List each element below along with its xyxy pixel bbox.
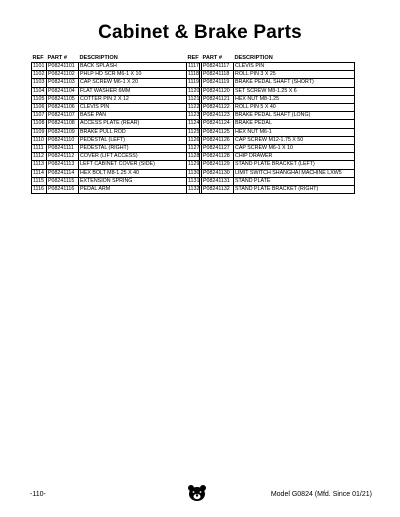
description-cell: BRAKE PEDAL SHAFT (SHORT) [234,79,355,87]
ref-cell: 1124 [187,120,202,128]
table-row [32,128,200,136]
ref-cell: 1102 [32,71,47,79]
ref-cell: 1103 [32,79,47,87]
ref-cell: 1128 [187,153,202,161]
part-number-cell: P08241124 [202,120,234,128]
header-description: DESCRIPTION [79,55,118,61]
ref-cell: 1117 [187,63,202,71]
ref-cell: 1109 [32,128,47,136]
table-row [32,79,200,87]
description-cell: PHLP HD SCR M6-1 X 10 [79,71,200,79]
header-ref: REF [187,55,199,61]
part-number-cell: P08241108 [47,120,79,128]
ref-cell: 1107 [32,112,47,120]
table-row [32,153,200,161]
table-row [187,104,355,112]
table-header-row [32,52,200,63]
ref-cell: 1104 [32,87,47,95]
description-cell: STAND PLATE [234,177,355,185]
ref-cell: 1113 [32,161,47,169]
description-cell: EXTENSION SPRING [79,177,200,185]
table-row [187,95,355,103]
description-cell: LIMIT SWITCH SHANGHAI MACHINE LXW5 [234,169,355,177]
description-cell: STAND PLATE BRACKET (LEFT) [234,161,355,169]
part-number-cell: P08241115 [47,177,79,185]
table-row [32,186,200,194]
ref-cell: 1116 [32,186,47,194]
description-cell: CHIP DRAWER [234,153,355,161]
description-cell: BACK SPLASH [79,63,200,71]
ref-cell: 1114 [32,169,47,177]
part-number-cell: P08241126 [202,136,234,144]
page-number: -110- [30,491,46,498]
parts-table-right [186,52,355,194]
description-cell: PEDAL ARM [79,186,200,194]
description-cell: HEX NUT M6-1 [234,128,355,136]
bear-head-icon [187,484,207,502]
ref-cell: 1131 [187,177,202,185]
part-number-cell: P08241111 [47,145,79,153]
header-part: PART # [47,55,67,61]
description-cell: BRAKE PEDAL SHAFT (LONG) [234,112,355,120]
ref-cell: 1101 [32,63,47,71]
table-row [32,104,200,112]
table-row [32,169,200,177]
table-row [187,71,355,79]
table-row [187,186,355,194]
ref-cell: 1112 [32,153,47,161]
description-cell: FLAT WASHER 6MM [79,87,200,95]
description-cell: COVER (LIFT ACCESS) [79,153,200,161]
part-number-cell: P08241112 [47,153,79,161]
part-number-cell: P08241128 [202,153,234,161]
description-cell: ROLL PIN 3 X 25 [234,71,355,79]
part-number-cell: P08241110 [47,136,79,144]
header-ref: REF [32,55,44,61]
description-cell: COTTER PIN 2 X 12 [79,95,200,103]
part-number-cell: P08241116 [47,186,79,194]
part-number-cell: P08241103 [47,79,79,87]
table-row [187,177,355,185]
table-row [187,161,355,169]
description-cell: BRAKE PEDAL [234,120,355,128]
ref-cell: 1126 [187,136,202,144]
ref-cell: 1125 [187,128,202,136]
model-info: Model G0824 (Mfd. Since 01/21) [270,491,372,498]
table-row [187,112,355,120]
description-cell: PEDESTAL (RIGHT) [79,145,200,153]
description-cell: LEFT CABINET COVER (SIDE) [79,161,200,169]
table-row [187,153,355,161]
ref-cell: 1119 [187,79,202,87]
description-cell: STAND PLATE BRACKET (RIGHT) [234,186,355,194]
part-number-cell: P08241132 [202,186,234,194]
table-row [32,177,200,185]
part-number-cell: P08241131 [202,177,234,185]
table-row [32,120,200,128]
header-part: PART # [202,55,222,61]
part-number-cell: P08241130 [202,169,234,177]
ref-cell: 1110 [32,136,47,144]
table-row [187,79,355,87]
table-row [32,145,200,153]
ref-cell: 1122 [187,104,202,112]
part-number-cell: P08241117 [202,63,234,71]
table-row [187,120,355,128]
description-cell: ACCESS PLATE (REAR) [79,120,200,128]
ref-cell: 1118 [187,71,202,79]
table-row [32,95,200,103]
part-number-cell: P08241105 [47,95,79,103]
part-number-cell: P08241129 [202,161,234,169]
parts-table-left [31,52,200,194]
description-cell: HEX BOLT M8-1.25 X 40 [79,169,200,177]
table-row [32,63,200,71]
table-row [187,87,355,95]
description-cell: ROLL PIN 5 X 40 [234,104,355,112]
part-number-cell: P08241106 [47,104,79,112]
table-row [187,128,355,136]
description-cell: CAP SCREW M12-1.75 X 50 [234,136,355,144]
part-number-cell: P08241122 [202,104,234,112]
description-cell: CLEVIS PIN [234,63,355,71]
table-row [187,145,355,153]
part-number-cell: P08241127 [202,145,234,153]
ref-cell: 1111 [32,145,47,153]
table-row [32,71,200,79]
part-number-cell: P08241121 [202,95,234,103]
ref-cell: 1106 [32,104,47,112]
page-title: Cabinet & Brake Parts [98,22,302,43]
part-number-cell: P08241118 [202,71,234,79]
description-cell: CAP SCREW M6-1 X 20 [79,79,200,87]
ref-cell: 1130 [187,169,202,177]
ref-cell: 1115 [32,177,47,185]
ref-cell: 1108 [32,120,47,128]
part-number-cell: P08241125 [202,128,234,136]
part-number-cell: P08241113 [47,161,79,169]
description-cell: PEDESTAL (LEFT) [79,136,200,144]
table-row [187,136,355,144]
table-row [187,169,355,177]
description-cell: BASE PAN [79,112,200,120]
part-number-cell: P08241104 [47,87,79,95]
table-row [187,63,355,71]
part-number-cell: P08241101 [47,63,79,71]
part-number-cell: P08241120 [202,87,234,95]
part-number-cell: P08241114 [47,169,79,177]
part-number-cell: P08241123 [202,112,234,120]
ref-cell: 1120 [187,87,202,95]
table-row [32,161,200,169]
description-cell: HEX NUT M8-1.25 [234,95,355,103]
table-header-row [187,52,355,63]
part-number-cell: P08241109 [47,128,79,136]
ref-cell: 1127 [187,145,202,153]
part-number-cell: P08241119 [202,79,234,87]
description-cell: SET SCREW M8-1.25 X 6 [234,87,355,95]
part-number-cell: P08241107 [47,112,79,120]
ref-cell: 1123 [187,112,202,120]
table-row [32,112,200,120]
ref-cell: 1105 [32,95,47,103]
ref-cell: 1121 [187,95,202,103]
description-cell: CAP SCREW M6-1 X 10 [234,145,355,153]
table-row [32,136,200,144]
ref-cell: 1132 [187,186,202,194]
description-cell: CLEVIS PIN [79,104,200,112]
part-number-cell: P08241102 [47,71,79,79]
header-description: DESCRIPTION [234,55,273,61]
ref-cell: 1129 [187,161,202,169]
table-row [32,87,200,95]
description-cell: BRAKE PULL ROD [79,128,200,136]
